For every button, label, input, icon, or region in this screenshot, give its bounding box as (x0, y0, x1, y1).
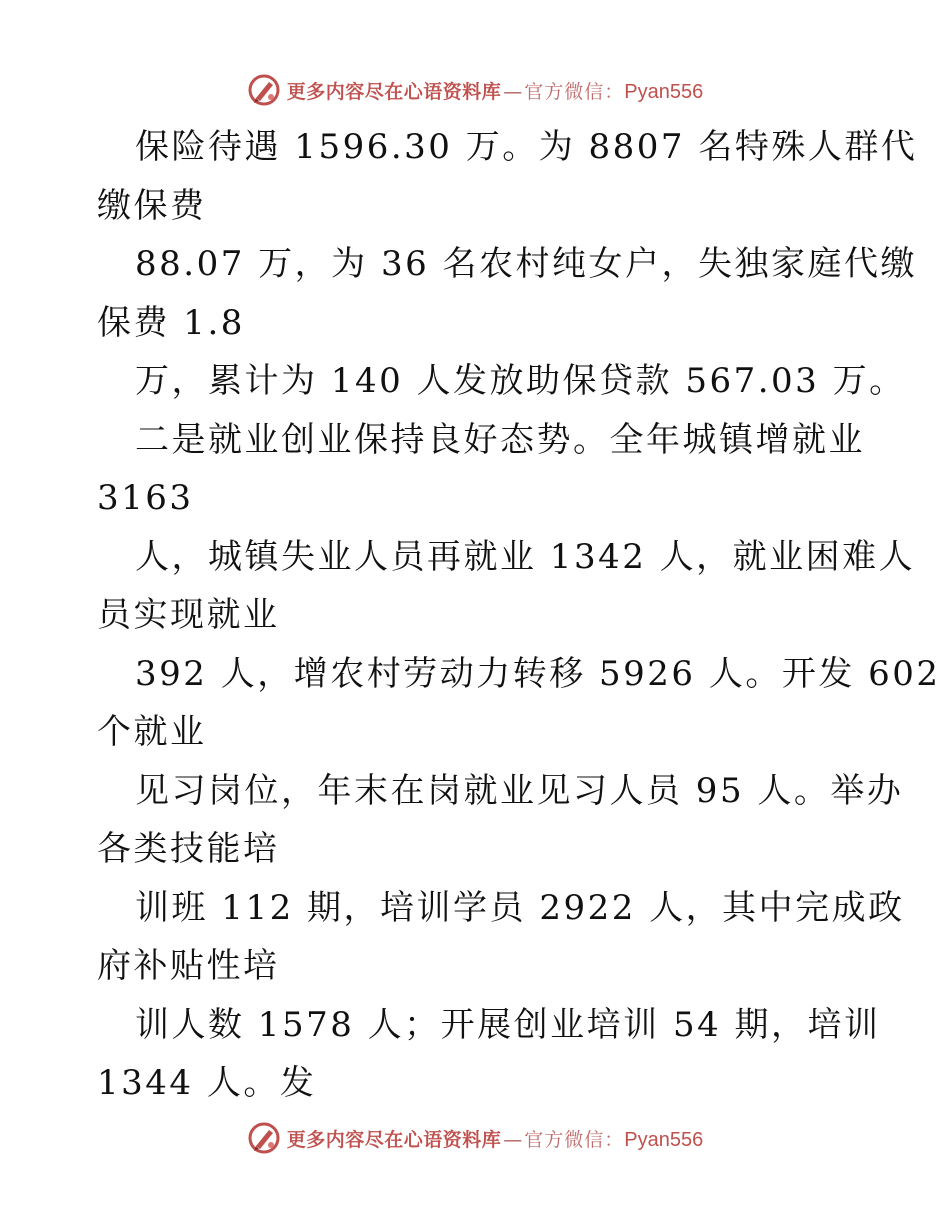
banner-wechat-label: 官方微信： (524, 1128, 625, 1151)
body-line: 保费 1.8 (97, 302, 245, 343)
banner-wechat-id: Pyan556 (624, 1128, 704, 1151)
pen-circle-logo-icon (247, 73, 281, 107)
banner-main-text: 更多内容尽在心语资料库 (286, 80, 502, 103)
body-line: 府补贴性培 (97, 946, 280, 986)
header-banner (0, 70, 950, 110)
body-line: 缴保费 (97, 185, 207, 226)
pen-circle-logo-icon (247, 1121, 281, 1155)
banner-dash: — (503, 80, 523, 103)
body-line: 392 人，增农村劳动力转移 5926 人。开发 602 (135, 653, 941, 694)
banner-text (287, 77, 704, 104)
banner-wechat-id: Pyan556 (624, 80, 704, 103)
body-line: 见习岗位，年末在岗就业见习人员 95 人。举办 (135, 770, 904, 811)
body-line: 二是就业创业保持良好态势。全年城镇增就业 (135, 419, 865, 460)
banner-wechat-label: 官方微信： (524, 80, 625, 103)
body-line: 个就业 (97, 712, 207, 752)
body-line: 万，累计为 140 人发放助保贷款 567.03 万。 (135, 361, 906, 401)
banner-dash: — (503, 1128, 523, 1151)
body-line: 员实现就业 (97, 595, 280, 635)
body-line: 1344 人。发 (97, 1063, 317, 1103)
body-line: 88.07 万，为 36 名农村纯女户，失独家庭代缴 (135, 244, 918, 284)
body-line: 训班 112 期，培训学员 2922 人，其中完成政 (135, 887, 905, 928)
banner-text (287, 1125, 704, 1152)
document-body (97, 118, 941, 1113)
body-line: 3163 (97, 478, 194, 518)
body-line: 训人数 1578 人；开展创业培训 54 期，培训 (135, 1004, 881, 1045)
body-line: 人，城镇失业人员再就业 1342 人，就业困难人 (135, 536, 916, 577)
footer-banner (0, 1118, 950, 1158)
body-line: 保险待遇 1596.30 万。为 8807 名特殊人群代 (135, 127, 918, 167)
banner-main-text: 更多内容尽在心语资料库 (286, 1128, 502, 1151)
body-line: 各类技能培 (97, 829, 280, 869)
